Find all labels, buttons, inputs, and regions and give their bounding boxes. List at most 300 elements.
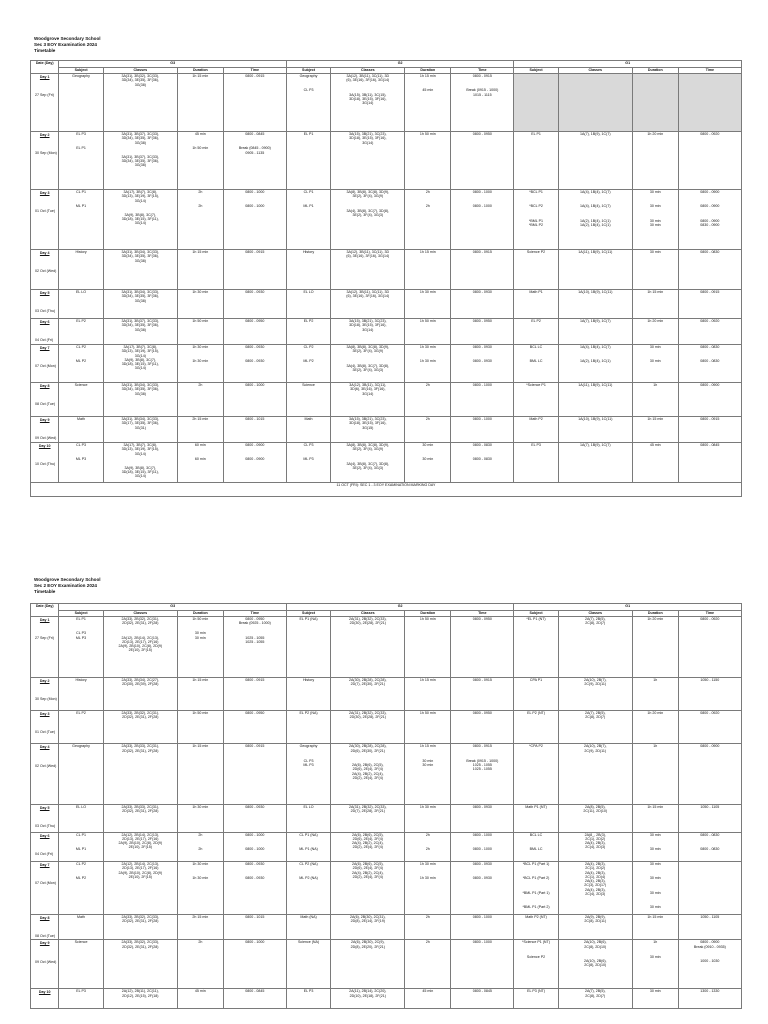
cell-line: 0800 - 0930: [245, 359, 265, 364]
cell-line: 0800 - 1000: [472, 846, 492, 851]
cell-line: 2D(6), 2E(4), 2F(4): [352, 836, 383, 841]
time-cell: [451, 677, 514, 710]
cell-line: 1h 15 min: [419, 74, 436, 78]
cell-line: 1h 30 min: [419, 345, 436, 349]
subject-cell: [514, 711, 558, 744]
cell-line: 3D(13), 3E(19), 3F(15),: [121, 194, 159, 199]
cell-line: 3G(14): [134, 221, 146, 226]
time-cell: [451, 914, 514, 939]
column-header: Time: [451, 68, 514, 74]
exam-title: Sec 3 EOY Examination 2024: [34, 41, 97, 47]
cell-line: 0800 - 0915: [472, 74, 492, 78]
cell-line: 1h 50 min: [419, 617, 436, 621]
time-cell: [451, 417, 514, 443]
classes-cell: [103, 443, 177, 483]
cell-line: 30 min: [649, 954, 661, 959]
day-cell: [31, 617, 59, 678]
subject-cell: [514, 617, 558, 678]
date-day-header: Date (Day): [31, 61, 59, 74]
time-cell: [451, 383, 514, 417]
cell-line: 1h 50 min: [192, 711, 209, 716]
classes-cell: [103, 132, 177, 190]
classes-cell: [558, 417, 632, 443]
exam-day-row: [31, 861, 742, 914]
classes-cell: [103, 711, 177, 744]
cell-line: Geography: [72, 744, 90, 749]
cell-line: 0800 - 1000: [472, 204, 492, 209]
cell-line: 1h 15 min: [419, 250, 436, 254]
classes-cell: [331, 132, 405, 190]
subject-cell: [59, 805, 103, 832]
subject-cell: [286, 345, 330, 383]
cell-line: 3A(31), 3B(34), 3C(33),: [121, 250, 160, 254]
classes-cell: [331, 914, 405, 939]
cell-line: Math: [77, 914, 86, 919]
day-cell: [31, 250, 59, 290]
cell-line: 3D(13), 3E(19), 3F(15),: [121, 349, 159, 354]
duration-cell: [177, 74, 223, 132]
cell-line: History: [302, 250, 315, 254]
cell-line: 2A(9), 2B(10), 2C(8), 2D(9): [118, 841, 163, 846]
cell-line: 2D(12), 2E(15), 2F(18): [122, 993, 159, 998]
cell-line: 0800 - 1000: [245, 940, 265, 945]
cell-line: 2A(6), 2B(6), 2C(5),: [352, 861, 384, 866]
cell-line: CL P2: [76, 345, 86, 349]
cell-line: 2D(13), 2E(17), 2F(16): [122, 866, 159, 871]
cell-line: 2h: [425, 832, 430, 837]
time-cell: [223, 319, 286, 345]
cell-line: 0800 - 1000: [472, 832, 492, 837]
cell-line: 1h 15 min: [192, 677, 209, 682]
cell-line: 2A(12), 2B(14), 2C(13),: [121, 861, 160, 866]
day-date: 04 Oct (Fri): [35, 338, 54, 343]
time-cell: [451, 861, 514, 914]
cell-line: 1A(7), 1B(9), 1C(7): [579, 319, 611, 323]
cell-line: CL P2: [76, 861, 86, 866]
cell-line: 2D(32), 2E(31), 2F(28): [122, 715, 159, 720]
day-cell: [31, 319, 59, 345]
exam-day-row: [31, 383, 742, 417]
cell-line: 30 min: [422, 762, 434, 767]
cell-line: 2h: [198, 940, 203, 945]
column-header: Classes: [331, 611, 405, 617]
cell-line: 1025 - 1055: [245, 639, 265, 644]
cell-line: 1A(2), 1B(4), 1C(1): [579, 222, 611, 227]
cell-line: *Science P1 (NT): [522, 940, 550, 945]
duration-cell: [405, 417, 451, 443]
cell-line: EL P3: [303, 989, 314, 994]
cell-line: EL P3 (NT): [527, 989, 545, 994]
time-cell: [451, 345, 514, 383]
time-cell: [451, 940, 514, 989]
cell-line: 2A(9), 2B(10), 2C(8), 2D(9): [118, 870, 163, 875]
cell-line: 0800 - 0830: [472, 443, 492, 447]
cell-line: 1h 30 min: [192, 290, 209, 294]
cell-line: 0800 - 0915: [245, 677, 265, 682]
level-header: G2: [286, 61, 513, 68]
cell-line: 3G(38): [134, 298, 146, 303]
cell-line: *BML P1 (Part 2): [522, 904, 550, 909]
classes-cell: [331, 190, 405, 250]
cell-line: 2C(8), 2D(10): [584, 944, 607, 949]
cell-line: Math P1: [529, 290, 543, 294]
cell-line: (6), 3E(16), 3F(16), 3G(14): [346, 78, 390, 83]
cell-line: 1h 15 min: [192, 744, 209, 749]
day-label: Day 3: [39, 712, 50, 717]
duration-cell: [177, 345, 223, 383]
day-label: Day 1: [39, 75, 50, 79]
day-cell: [31, 417, 59, 443]
cell-line: Break (0925 - 1000): [238, 621, 271, 626]
day-cell: [31, 711, 59, 744]
cell-line: 3G(38): [134, 258, 146, 263]
day-label: Day 6: [39, 833, 50, 838]
exam-day-row: [31, 940, 742, 989]
subject-cell: [59, 940, 103, 989]
cell-line: 30 min: [422, 457, 434, 462]
classes-cell: [331, 989, 405, 1009]
cell-line: CL P2: [303, 345, 314, 349]
cell-line: 2A(4), 2B(3),: [584, 887, 606, 892]
cell-line: 2C(11), 2D(10): [583, 809, 608, 814]
time-cell: [451, 250, 514, 290]
cell-line: 0800 - 1000: [245, 190, 265, 194]
cell-line: 2C(8), 2D(7): [585, 993, 606, 998]
cell-line: Geography: [299, 744, 318, 749]
duration-cell: [177, 319, 223, 345]
cell-line: 1h 30 min: [419, 359, 436, 364]
exam-day-row: [31, 74, 742, 132]
cell-line: 1050 - 1150: [700, 677, 720, 682]
column-header: Subject: [514, 611, 558, 617]
day-cell: [31, 132, 59, 190]
cell-line: 3A(8), 3B(8), 3C(8), 3D(9),: [346, 190, 390, 194]
cell-line: (6), 3E(16), 3F(16), 3G(14): [346, 254, 390, 259]
cell-line: EL LO: [303, 805, 314, 810]
cell-line: 1h 30 min: [192, 805, 209, 810]
cell-line: 3A(31), 3B(37), 3C(33),: [121, 132, 160, 136]
cell-line: 3A(15), 3B(21), 3C(23),: [349, 132, 387, 136]
subject-cell: [59, 677, 103, 710]
cell-line: 1h 30 min: [419, 876, 436, 881]
cell-line: Science (NA): [297, 940, 320, 945]
cell-line: 1300 - 1330: [700, 989, 720, 994]
subject-cell: [59, 744, 103, 805]
cell-line: 2A(30), 2B(28), 2C(28),: [349, 744, 387, 749]
column-header: Duration: [405, 611, 451, 617]
subject-cell: [514, 417, 558, 443]
classes-cell: [558, 383, 632, 417]
cell-line: 0800 - 0900: [245, 443, 265, 447]
cell-line: 1A(2), 1B(4), 1C(1): [579, 359, 611, 364]
duration-cell: [177, 744, 223, 805]
day-label: Day 6: [39, 320, 50, 324]
cell-line: 2A(31), 2B(32), 2C(33),: [349, 617, 387, 621]
cell-line: 1h: [653, 940, 658, 945]
cell-line: Science: [74, 940, 88, 945]
day-date: 03 Oct (Thu): [35, 824, 56, 829]
duration-cell: [405, 744, 451, 805]
time-cell: [451, 132, 514, 190]
day-cell: [31, 914, 59, 939]
cell-line: 2C(4), 2D(3): [585, 845, 606, 850]
day-cell: [31, 345, 59, 383]
cell-line: 0800 - 0900: [700, 940, 720, 945]
day-date: 01 Oct (Tue): [35, 209, 56, 214]
cell-line: 1A(11), 1B(9), 1C(11): [578, 383, 613, 387]
cell-line: 0800 - 0930: [472, 805, 492, 810]
cell-line: BCL LC: [529, 832, 543, 837]
cell-line: 2A(33), 2B(34), 2C(27),: [121, 677, 160, 682]
cell-line: 1000 - 1030: [700, 958, 720, 963]
classes-cell: [331, 74, 405, 132]
cell-line: *BML P1 (Part 1): [522, 890, 550, 895]
cell-line: 2A(12), 2B(14), 2C(13),: [121, 832, 160, 837]
cell-line: 1025 - 1055: [472, 762, 492, 767]
cell-line: 1025 - 1055: [472, 767, 492, 772]
day-cell: [31, 832, 59, 861]
cell-line: 1050 - 1105: [700, 914, 720, 919]
time-cell: [451, 617, 514, 678]
day-date: 04 Oct (Fri): [35, 851, 54, 856]
timetable-table: [30, 603, 742, 1009]
cell-line: CL P3: [76, 443, 86, 447]
cell-line: 2A(7), 2B(5),: [584, 711, 606, 716]
cell-line: 0800 - 0930: [245, 861, 265, 866]
cell-line: 30 min: [649, 861, 661, 866]
duration-cell: [405, 190, 451, 250]
cell-line: 3D(13), 3E(19), 3F(15),: [121, 447, 159, 452]
cell-line: 60 min: [194, 443, 206, 447]
time-cell: [678, 989, 741, 1009]
cell-line: 30 min: [649, 832, 661, 837]
cell-line: ML P1: [75, 846, 87, 851]
cell-line: 3D(18), 3E(15), 3F(16),: [349, 96, 387, 101]
cell-line: 2A(10), 2B(6),: [583, 958, 607, 963]
cell-line: 2D(32), 2E(31), 2F(28): [122, 919, 159, 924]
time-cell: [451, 319, 514, 345]
cell-line: 45 min: [194, 132, 206, 136]
cell-line: *BCL P1: [529, 190, 543, 194]
cell-line: 0800 - 0950: [472, 132, 492, 136]
day-cell: [31, 443, 59, 483]
day-date: 07 Oct (Mon): [35, 881, 56, 886]
level-header: G2: [286, 604, 513, 611]
cell-line: EL P1: [76, 146, 86, 151]
subject-cell: [286, 711, 330, 744]
time-cell: [678, 190, 741, 250]
cell-line: 0800 - 0920: [700, 319, 720, 323]
subject-cell: [514, 190, 558, 250]
classes-cell: [331, 805, 405, 832]
marking-day-note: 11 OCT (FRI): SEC 1 - 3 EOY EXAMINATION MARKING DAY: [31, 483, 742, 497]
cell-line: 3D(34), 3E(35), 3F(36),: [121, 159, 159, 164]
cell-line: 2A(12), 2B(14), 2C(13),: [121, 635, 160, 640]
cell-line: 3D(34), 3E(35), 3F(36),: [121, 294, 159, 299]
cell-line: 2D(10), 2E(18), 2F(21): [349, 993, 386, 998]
cell-line: 0800 - 0830: [472, 457, 492, 462]
duration-cell: [177, 443, 223, 483]
cell-line: 3A(15), 3B(21), 3C(23),: [349, 319, 387, 323]
time-cell: [223, 132, 286, 190]
subject-cell: [514, 250, 558, 290]
cell-line: EL LO: [303, 290, 314, 294]
time-cell: [451, 805, 514, 832]
time-cell: [223, 744, 286, 805]
day-date: 03 Oct (Thu): [35, 309, 56, 314]
subject-cell: [59, 711, 103, 744]
cell-line: 1h 15 min: [192, 250, 209, 254]
cell-line: 0800 - 0920: [700, 617, 720, 621]
cell-line: 0800 - 0950: [245, 617, 265, 621]
day-label: Day 4: [39, 745, 50, 750]
cell-line: 2D(6), 2E(30), 2F(21): [350, 748, 385, 753]
duration-cell: [405, 290, 451, 319]
subject-cell: [59, 417, 103, 443]
exam-day-row: [31, 290, 742, 319]
subject-cell: [286, 290, 330, 319]
cell-line: ML P2 (NA): [299, 876, 318, 881]
cell-line: 2A(4), 2B(3),: [584, 870, 606, 875]
cell-line: Break (0915 - 1000): [466, 758, 499, 763]
cell-line: 2D(2), 2E(4), 2F(4): [352, 874, 383, 879]
cell-line: 1h 50 min: [419, 319, 436, 323]
cell-line: 1A(4), 1B(4), 1C(7): [579, 345, 611, 349]
cell-line: 2D(8), 2E(14), 2F(19): [350, 919, 385, 924]
cell-line: 30 min: [649, 876, 661, 881]
subject-cell: [514, 319, 558, 345]
subject-cell: [514, 383, 558, 417]
cell-line: 1h 15 min: [647, 290, 664, 294]
cell-line: 1A(10), 1B(9), 1C(11): [578, 290, 613, 294]
cell-line: (6), 3E(16), 3F(16), 3G(14): [346, 294, 390, 299]
cell-line: 3G(15): [362, 425, 374, 430]
duration-cell: [632, 677, 678, 710]
time-cell: [678, 805, 741, 832]
cell-line: EL P3: [531, 443, 541, 447]
day-cell: [31, 861, 59, 914]
cell-line: 3A(31), 3B(34), 3C(33),: [121, 290, 160, 294]
cell-line: 0800 - 1000: [472, 914, 492, 919]
cell-line: 2A(9), 2B(9),: [584, 914, 606, 919]
cell-line: 1h 30 min: [419, 861, 436, 866]
subject-cell: [59, 443, 103, 483]
duration-cell: [177, 417, 223, 443]
cell-line: ML P1: [75, 204, 87, 209]
exam-day-row: [31, 250, 742, 290]
cell-line: 3D(18), 3E(15), 3F(11),: [121, 217, 159, 222]
cell-line: 0800 - 0930: [472, 359, 492, 364]
cell-line: 0800 - 0900: [700, 190, 720, 194]
duration-cell: [177, 190, 223, 250]
cell-line: ML P3: [303, 762, 314, 767]
classes-cell: [558, 677, 632, 710]
cell-line: 2E(10), 2F(15): [128, 845, 152, 850]
cell-line: 2A(6), 2B(6), 2C(5),: [352, 762, 384, 767]
classes-cell: [558, 443, 632, 483]
cell-line: Break (0910 - 0935): [693, 944, 726, 949]
cell-line: 2h: [425, 383, 430, 387]
duration-cell: [632, 319, 678, 345]
cell-line: 3A(17), 3B(7), 3C(8),: [123, 443, 158, 447]
cell-line: Science: [302, 383, 315, 387]
time-cell: [678, 417, 741, 443]
cell-line: 2C(1), 2D(2): [585, 836, 606, 841]
classes-cell: [103, 190, 177, 250]
cell-line: 2D(2), 2E(4), 2F(4): [352, 845, 383, 850]
cell-line: 1h: [653, 677, 658, 682]
classes-cell: [103, 914, 177, 939]
cell-line: ML P3: [75, 457, 87, 462]
time-cell: [223, 711, 286, 744]
classes-cell: [331, 383, 405, 417]
subject-cell: [59, 74, 103, 132]
cell-line: 1A(4), 1B(4), 1C(7): [579, 190, 611, 194]
subject-cell: [514, 74, 558, 132]
cell-line: 2A(33), 2B(32), 2C(31),: [121, 711, 160, 716]
day-cell: [31, 805, 59, 832]
cell-line: 2A(6), 2B(30), 2C(31),: [350, 914, 386, 919]
time-cell: [451, 744, 514, 805]
classes-cell: [103, 861, 177, 914]
cell-line: 3A(15), 3B(21), 3C(23),: [349, 417, 387, 421]
cell-line: 1A(10), 1B(9), 1C(11): [578, 417, 613, 421]
cell-line: 1A(7), 1B(9), 1C(7): [579, 132, 611, 136]
subject-cell: [286, 190, 330, 250]
duration-cell: [405, 861, 451, 914]
duration-cell: [632, 132, 678, 190]
subject-cell: [286, 805, 330, 832]
classes-cell: [103, 417, 177, 443]
cell-line: 2h: [425, 940, 430, 945]
column-header: Subject: [514, 68, 558, 74]
cell-line: 0800 - 1000: [472, 940, 492, 945]
subject-cell: [286, 744, 330, 805]
cell-line: *BCL P1 (Part 1): [522, 861, 550, 866]
cell-line: 0800 - 0830: [700, 846, 720, 851]
day-label: Day 9: [39, 418, 50, 422]
cell-line: 2h: [198, 190, 203, 194]
cell-line: 45 min: [649, 443, 661, 447]
cell-line: 0800 - 0845: [472, 989, 492, 994]
cell-line: Geography: [299, 74, 318, 78]
level-header: G1: [514, 604, 742, 611]
cell-line: EL P2 (NA): [299, 711, 318, 716]
cell-line: 2E(10), 2F(15): [128, 874, 152, 879]
timetable-table: [30, 60, 742, 497]
time-cell: [223, 345, 286, 383]
column-header: Classes: [103, 611, 177, 617]
column-header: Subject: [286, 68, 330, 74]
duration-cell: [177, 989, 223, 1009]
cell-line: 0800 - 0915: [245, 250, 265, 254]
cell-line: 1h 20 min: [647, 319, 664, 323]
cell-line: 0800 - 0950: [472, 617, 492, 621]
classes-cell: [558, 832, 632, 861]
cell-line: 1h 50 min: [192, 617, 209, 621]
cell-line: 2D(6), 2E(4), 2F(4): [352, 866, 383, 871]
column-header: Classes: [558, 68, 632, 74]
cell-line: 3A(15), 3B(11), 3C(15),: [349, 92, 387, 97]
subject-cell: [286, 132, 330, 190]
cell-line: 0800 - 0915: [472, 744, 492, 749]
exam-day-row: [31, 805, 742, 832]
cell-line: 1h 50 min: [419, 132, 436, 136]
cell-line: 3G(14): [134, 353, 146, 358]
cell-line: 0800 - 0930: [472, 290, 492, 294]
classes-cell: [331, 744, 405, 805]
column-header: Duration: [177, 611, 223, 617]
